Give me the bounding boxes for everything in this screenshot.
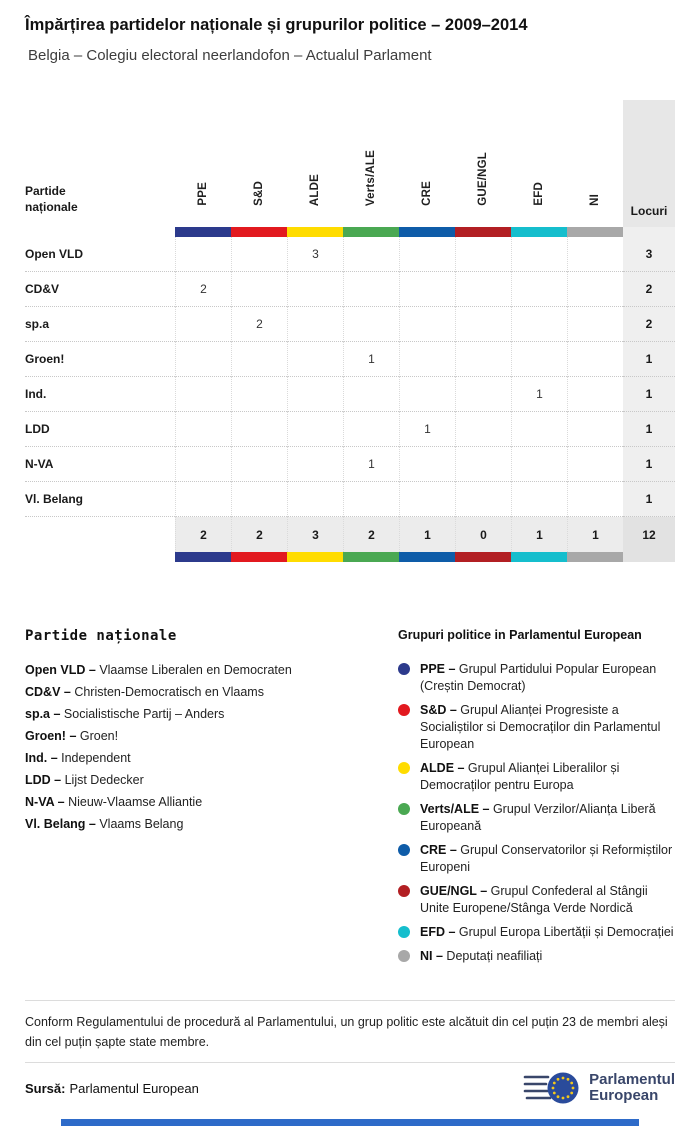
- seat-cell-EFD: [511, 307, 567, 342]
- seat-cell-PPE: [175, 342, 231, 377]
- group-full-name: Grupul Alianței Liberalilor și Democraților pentru Europa: [420, 761, 620, 792]
- seat-cell-CRE: [399, 272, 455, 307]
- column-total-NI: 1: [567, 517, 623, 552]
- group-color-bar-Verts/ALE: [343, 227, 399, 237]
- page-title: Împărțirea partidelor naționale și grupurilor politice – 2009–2014: [25, 16, 528, 34]
- seat-cell-GUE/NGL: [455, 307, 511, 342]
- seat-cell-S&D: [231, 342, 287, 377]
- seat-cell-ALDE: [287, 377, 343, 412]
- seat-total: 1: [623, 342, 675, 377]
- seats-bar-spacer: [623, 227, 675, 237]
- party-name: Open VLD: [25, 237, 175, 272]
- party-full-name: Lijst Dedecker: [61, 773, 144, 787]
- group-color-bar-CRE: [399, 227, 455, 237]
- seat-cell-S&D: [231, 447, 287, 482]
- seats-column-header: [623, 100, 675, 227]
- group-legend-text: [420, 842, 675, 876]
- party-national-header: [25, 100, 175, 227]
- source-label: Sursă:: [25, 1080, 66, 1096]
- column-header-label: CRE: [421, 181, 433, 206]
- seat-cell-Verts/ALE: [343, 237, 399, 272]
- group-legend-text: [420, 760, 675, 794]
- seat-cell-Verts/ALE: [343, 272, 399, 307]
- column-header-Verts/ALE: [343, 100, 399, 227]
- seat-total: 2: [623, 272, 675, 307]
- legend-section: [25, 628, 675, 972]
- group-legend-text: [420, 801, 675, 835]
- page-header: [0, 0, 700, 64]
- seat-cell-Verts/ALE: 1: [343, 342, 399, 377]
- group-legend-item: [398, 702, 675, 753]
- seat-cell-PPE: 2: [175, 272, 231, 307]
- group-color-dot: [398, 762, 410, 774]
- group-legend-item: [398, 760, 675, 794]
- seat-cell-Verts/ALE: [343, 307, 399, 342]
- column-total-EFD: 1: [511, 517, 567, 552]
- group-color-bar-EFD: [511, 227, 567, 237]
- group-legend-header: Grupuri politice in Parlamentul European: [398, 628, 642, 642]
- seat-cell-EFD: [511, 447, 567, 482]
- party-name: CD&V: [25, 272, 175, 307]
- column-header-label: S&D: [253, 181, 265, 206]
- party-full-name: Vlaamse Liberalen en Democraten: [95, 663, 292, 677]
- grand-total: 12: [623, 517, 675, 562]
- seat-cell-ALDE: [287, 447, 343, 482]
- group-color-bar-ALDE: [287, 227, 343, 237]
- party-legend-item: [25, 795, 398, 809]
- bottom-color-bar-Verts/ALE: [343, 552, 399, 562]
- party-legend-item: [25, 729, 398, 743]
- group-legend-text: [420, 948, 542, 965]
- seat-cell-PPE: [175, 482, 231, 517]
- column-header-label: NI: [589, 194, 601, 206]
- party-abbr: LDD –: [25, 773, 62, 787]
- european-parliament-logo: [523, 1068, 675, 1108]
- group-legend-item: [398, 948, 675, 965]
- party-legend-item: [25, 751, 398, 765]
- party-name: sp.a: [25, 307, 175, 342]
- seat-cell-NI: [567, 412, 623, 447]
- seat-cell-ALDE: [287, 272, 343, 307]
- group-color-bar-PPE: [175, 227, 231, 237]
- party-name: N-VA: [25, 447, 175, 482]
- party-name: Vl. Belang: [25, 482, 175, 517]
- ep-logo-line1: Parlamentul: [589, 1071, 675, 1088]
- party-name: Groen!: [25, 342, 175, 377]
- group-abbr: GUE/NGL –: [420, 884, 488, 898]
- seat-cell-GUE/NGL: [455, 447, 511, 482]
- group-color-dot: [398, 844, 410, 856]
- party-abbr: sp.a –: [25, 707, 61, 721]
- seat-cell-S&D: [231, 412, 287, 447]
- bottom-color-bar-CRE: [399, 552, 455, 562]
- party-full-name: Groen!: [76, 729, 119, 743]
- group-color-bar-GUE/NGL: [455, 227, 511, 237]
- seat-cell-CRE: 1: [399, 412, 455, 447]
- seat-cell-CRE: [399, 447, 455, 482]
- group-legend-item: [398, 801, 675, 835]
- party-legend: [25, 628, 398, 972]
- seat-cell-CRE: [399, 307, 455, 342]
- column-header-label: GUE/NGL: [477, 152, 489, 206]
- column-header-label: PPE: [197, 182, 209, 206]
- group-abbr: Verts/ALE –: [420, 802, 490, 816]
- party-abbr: CD&V –: [25, 685, 71, 699]
- seat-cell-NI: [567, 237, 623, 272]
- seat-total: 1: [623, 447, 675, 482]
- seat-cell-CRE: [399, 482, 455, 517]
- bottom-color-bar-NI: [567, 552, 623, 562]
- group-legend-text: [420, 661, 675, 695]
- seat-cell-GUE/NGL: [455, 377, 511, 412]
- party-full-name: Vlaams Belang: [95, 817, 184, 831]
- seat-cell-PPE: [175, 412, 231, 447]
- group-legend-list: [398, 661, 675, 965]
- seat-total: 1: [623, 412, 675, 447]
- ep-logo-line2: European: [589, 1087, 659, 1104]
- bottom-color-bar-GUE/NGL: [455, 552, 511, 562]
- seat-cell-ALDE: [287, 307, 343, 342]
- seat-cell-ALDE: [287, 482, 343, 517]
- group-color-dot: [398, 704, 410, 716]
- group-color-dot: [398, 803, 410, 815]
- seat-cell-S&D: [231, 482, 287, 517]
- seat-total: 1: [623, 482, 675, 517]
- party-legend-item: [25, 773, 398, 787]
- seat-total: 2: [623, 307, 675, 342]
- seat-cell-NI: [567, 307, 623, 342]
- group-legend: [398, 628, 675, 972]
- seat-cell-S&D: [231, 377, 287, 412]
- seat-cell-CRE: [399, 342, 455, 377]
- seat-cell-PPE: [175, 307, 231, 342]
- bottom-accent-bar: [61, 1119, 639, 1126]
- party-full-name: Christen-Democratisch en Vlaams: [70, 685, 264, 699]
- bottom-bar-spacer: [25, 552, 175, 562]
- seat-cell-GUE/NGL: [455, 482, 511, 517]
- group-abbr: PPE –: [420, 662, 456, 676]
- group-full-name: Deputați neafiliați: [442, 949, 543, 963]
- page-footer: [25, 1066, 675, 1110]
- seat-cell-EFD: [511, 482, 567, 517]
- seat-cell-NI: [567, 342, 623, 377]
- source-text: Parlamentul European: [69, 1080, 199, 1096]
- seat-cell-PPE: [175, 237, 231, 272]
- group-color-bar-S&D: [231, 227, 287, 237]
- seat-cell-ALDE: 3: [287, 237, 343, 272]
- seat-cell-EFD: 1: [511, 377, 567, 412]
- column-header-S&D: [231, 100, 287, 227]
- group-color-dot: [398, 663, 410, 675]
- group-legend-text: [420, 924, 674, 941]
- seat-cell-EFD: [511, 237, 567, 272]
- seat-cell-NI: [567, 272, 623, 307]
- group-full-name: Grupul Confederal al Stângii Unite Europene/Stânga Verde Nordică: [420, 884, 648, 915]
- party-abbr: Groen! –: [25, 729, 77, 743]
- ep-logo-icon: [523, 1068, 581, 1108]
- group-color-dot: [398, 926, 410, 938]
- column-total-PPE: 2: [175, 517, 231, 552]
- party-abbr: N-VA –: [25, 795, 65, 809]
- footer-divider: [25, 1062, 675, 1063]
- column-total-GUE/NGL: 0: [455, 517, 511, 552]
- seat-cell-EFD: [511, 272, 567, 307]
- group-legend-text: [420, 883, 675, 917]
- footnote-divider: [25, 1000, 675, 1001]
- bottom-color-bar-EFD: [511, 552, 567, 562]
- seat-cell-Verts/ALE: [343, 482, 399, 517]
- group-abbr: NI –: [420, 949, 443, 963]
- party-legend-item: [25, 663, 398, 677]
- seat-cell-GUE/NGL: [455, 412, 511, 447]
- group-abbr: CRE –: [420, 843, 457, 857]
- color-bar-spacer: [25, 227, 175, 237]
- party-national-header-label: Partide naționale: [25, 184, 78, 214]
- seat-cell-Verts/ALE: [343, 412, 399, 447]
- group-abbr: S&D –: [420, 703, 457, 717]
- group-abbr: ALDE –: [420, 761, 465, 775]
- column-total-Verts/ALE: 2: [343, 517, 399, 552]
- column-header-CRE: [399, 100, 455, 227]
- seat-cell-S&D: 2: [231, 307, 287, 342]
- group-legend-item: [398, 883, 675, 917]
- seat-total: 3: [623, 237, 675, 272]
- seats-header-label: Locuri: [630, 204, 668, 218]
- seat-cell-Verts/ALE: 1: [343, 447, 399, 482]
- column-header-ALDE: [287, 100, 343, 227]
- source-line: [25, 1081, 199, 1096]
- party-full-name: Socialistische Partij – Anders: [60, 707, 225, 721]
- column-header-label: Verts/ALE: [365, 149, 377, 206]
- party-legend-item: [25, 817, 398, 831]
- group-abbr: EFD –: [420, 925, 456, 939]
- seat-cell-NI: [567, 377, 623, 412]
- group-legend-text: [420, 702, 675, 753]
- seat-cell-Verts/ALE: [343, 377, 399, 412]
- party-name: LDD: [25, 412, 175, 447]
- group-legend-item: [398, 924, 675, 941]
- column-header-NI: [567, 100, 623, 227]
- page-subtitle: Belgia – Colegiu electoral neerlandofon – Actualul Parlament: [28, 47, 432, 64]
- seat-cell-ALDE: [287, 342, 343, 377]
- party-full-name: Nieuw-Vlaamse Alliantie: [64, 795, 203, 809]
- results-table: [25, 100, 700, 562]
- column-header-label: ALDE: [309, 173, 321, 206]
- bottom-color-bar-PPE: [175, 552, 231, 562]
- group-full-name: Grupul Conservatorilor și Reformiștilor Europeni: [420, 843, 673, 874]
- seat-cell-CRE: [399, 237, 455, 272]
- seat-cell-S&D: [231, 272, 287, 307]
- group-full-name: Grupul Verzilor/Alianța Liberă Europeană: [420, 802, 656, 833]
- bottom-color-bar-ALDE: [287, 552, 343, 562]
- group-full-name: Grupul Partidului Popular European (Creștin Democrat): [420, 662, 657, 693]
- seat-cell-EFD: [511, 342, 567, 377]
- party-legend-item: [25, 707, 398, 721]
- party-abbr: Vl. Belang –: [25, 817, 96, 831]
- group-legend-item: [398, 842, 675, 876]
- seat-cell-GUE/NGL: [455, 237, 511, 272]
- group-color-dot: [398, 885, 410, 897]
- column-header-label: EFD: [533, 182, 545, 206]
- seat-cell-S&D: [231, 237, 287, 272]
- seat-cell-PPE: [175, 447, 231, 482]
- seat-cell-NI: [567, 447, 623, 482]
- group-color-dot: [398, 950, 410, 962]
- group-color-bar-NI: [567, 227, 623, 237]
- party-legend-item: [25, 685, 398, 699]
- seat-cell-EFD: [511, 412, 567, 447]
- group-legend-item: [398, 661, 675, 695]
- party-abbr: Open VLD –: [25, 663, 96, 677]
- column-total-ALDE: 3: [287, 517, 343, 552]
- column-total-S&D: 2: [231, 517, 287, 552]
- party-legend-header: Partide naționale: [25, 628, 177, 644]
- party-legend-list: [25, 663, 398, 831]
- seat-cell-GUE/NGL: [455, 342, 511, 377]
- party-abbr: Ind. –: [25, 751, 58, 765]
- seat-cell-NI: [567, 482, 623, 517]
- ep-logo-text: [589, 1072, 675, 1104]
- column-header-GUE/NGL: [455, 100, 511, 227]
- footnote: Conform Regulamentului de procedură al Parlamentului, un grup politic este alcătuit din cel puțin 23 de membri aleși din cel puțin șapte state membre.: [25, 1015, 668, 1049]
- seat-cell-CRE: [399, 377, 455, 412]
- seat-cell-ALDE: [287, 412, 343, 447]
- seat-cell-GUE/NGL: [455, 272, 511, 307]
- seat-cell-PPE: [175, 377, 231, 412]
- seat-total: 1: [623, 377, 675, 412]
- party-full-name: Independent: [57, 751, 131, 765]
- totals-row-spacer: [25, 517, 175, 552]
- column-header-EFD: [511, 100, 567, 227]
- group-full-name: Grupul Alianței Progresiste a Socialiștilor si Democraților din Parlamentul European: [420, 703, 661, 751]
- party-name: Ind.: [25, 377, 175, 412]
- column-total-CRE: 1: [399, 517, 455, 552]
- column-header-PPE: [175, 100, 231, 227]
- bottom-color-bar-S&D: [231, 552, 287, 562]
- group-full-name: Grupul Europa Libertății și Democrației: [455, 925, 674, 939]
